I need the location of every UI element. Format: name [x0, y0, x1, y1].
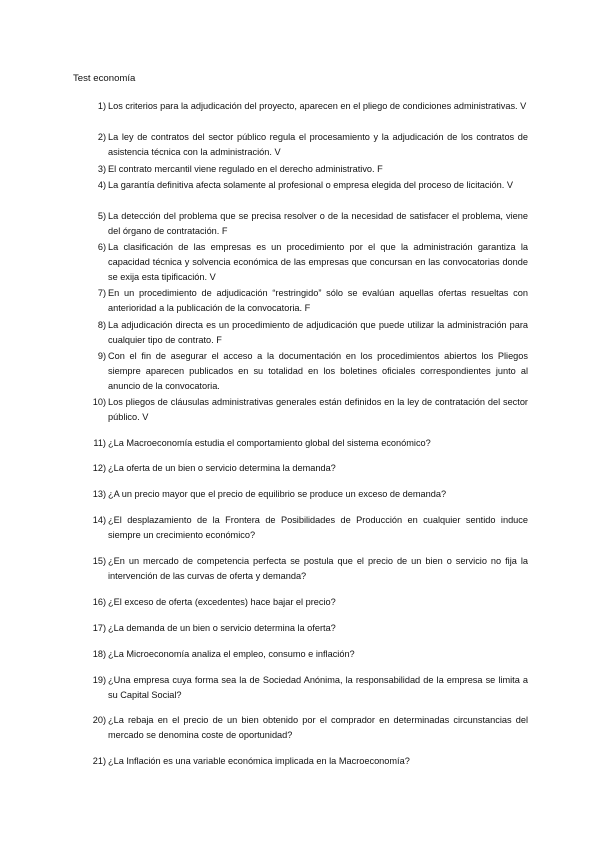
- question-text: ¿El exceso de oferta (excedentes) hace bajar el precio?: [108, 597, 336, 607]
- question-text: ¿En un mercado de competencia perfecta se postula que el precio de un bien o servicio no fija la intervención de las curvas de oferta y demanda?: [108, 556, 528, 581]
- question-number: 10): [92, 397, 106, 407]
- question-text: ¿La demanda de un bien o servicio determina la oferta?: [108, 623, 336, 633]
- question-number: 12): [92, 463, 106, 473]
- question-number: 20): [92, 715, 106, 725]
- question-number: 2): [97, 132, 106, 142]
- question-number: 17): [92, 623, 106, 633]
- question-text: ¿La oferta de un bien o servicio determina la demanda?: [108, 463, 336, 473]
- question-number: 9): [97, 351, 106, 361]
- question-number: 8): [97, 320, 106, 330]
- question-text: ¿La Microeconomía analiza el empleo, consumo e inflación?: [108, 649, 355, 659]
- question-text: La adjudicación directa es un procedimiento de adjudicación que puede utilizar la administración para cualquier tipo de contrato. F: [108, 320, 528, 345]
- question-text: El contrato mercantil viene regulado en el derecho administrativo. F: [108, 164, 383, 174]
- question-number: 7): [97, 288, 106, 298]
- question-number: 16): [92, 597, 106, 607]
- question-number: 19): [92, 675, 106, 685]
- question-number: 3): [97, 164, 106, 174]
- question-text: Con el fin de asegurar el acceso a la documentación en los procedimientos abiertos los Pliegos siempre aparecen publicados en su totalidad en los boletines oficiales correspondientes junto al anuncio de la convocatoria.: [108, 351, 528, 391]
- document-title: Test economía: [73, 73, 136, 84]
- question-number: 11): [93, 438, 106, 448]
- question-text: La garantía definitiva afecta solamente al profesional o empresa elegida del proceso de licitación. V: [108, 180, 514, 190]
- question-number: 18): [92, 649, 106, 659]
- question-number: 5): [97, 211, 106, 221]
- question-text: La clasificación de las empresas es un procedimiento por el que la administración garantiza la capacidad técnica y solvencia económica de las empresas que concursan en las convocatorias donde se exija esta tipificación. V: [108, 242, 528, 282]
- question-text: Los criterios para la adjudicación del proyecto, aparecen en el pliego de condiciones administrativas. V: [108, 101, 527, 111]
- question-text: ¿La rebaja en el precio de un bien obtenido por el comprador en determinadas circunstancias del mercado se denomina coste de oportunidad?: [108, 715, 528, 740]
- question-text: ¿A un precio mayor que el precio de equilibrio se produce un exceso de demanda?: [108, 489, 447, 499]
- question-text: En un procedimiento de adjudicación “restringido” sólo se evalúan aquellas ofertas resueltas con anterioridad a la publicación de la convocatoria. F: [108, 288, 528, 313]
- question-text: La detección del problema que se precisa resolver o de la necesidad de satisfacer el problema, viene del órgano de contratación. F: [108, 211, 528, 236]
- question-text: ¿La Macroeconomía estudia el comportamiento global del sistema económico?: [108, 438, 431, 448]
- question-text: ¿El desplazamiento de la Frontera de Posibilidades de Producción en cualquier sentido induce siempre un crecimiento económico?: [108, 515, 528, 540]
- question-text: ¿La Inflación es una variable económica implicada en la Macroeconomía?: [108, 756, 410, 766]
- question-text: La ley de contratos del sector público regula el procesamiento y la adjudicación de los contratos de asistencia técnica con la administración. V: [108, 132, 528, 157]
- question-number: 14): [92, 515, 106, 525]
- question-number: 21): [92, 756, 106, 766]
- question-number: 6): [97, 242, 106, 252]
- question-number: 1): [97, 101, 106, 111]
- question-number: 4): [97, 180, 106, 190]
- question-text: ¿Una empresa cuya forma sea la de Sociedad Anónima, la responsabilidad de la empresa se limita a su Capital Social?: [108, 675, 528, 700]
- question-text: Los pliegos de cláusulas administrativas generales están definidos en la ley de contratación del sector público. V: [108, 397, 528, 422]
- question-number: 15): [92, 556, 106, 566]
- question-number: 13): [92, 489, 106, 499]
